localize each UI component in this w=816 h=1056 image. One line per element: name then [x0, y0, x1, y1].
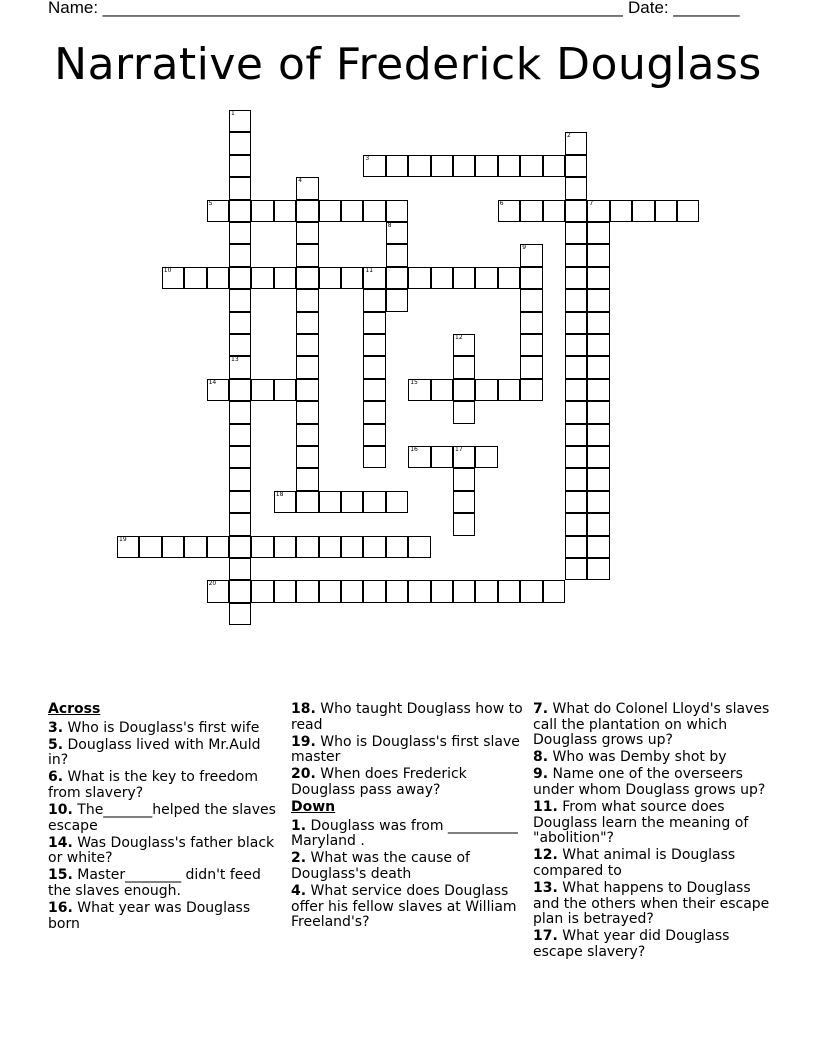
grid-cell[interactable] [319, 491, 341, 513]
grid-cell[interactable] [251, 267, 273, 289]
down-clue-7: 7. What do Colonel Lloyd's slaves call the plantation on which Douglass grows up? [533, 701, 770, 749]
grid-cell[interactable] [587, 513, 609, 535]
grid-cell[interactable] [251, 200, 273, 222]
grid-cell[interactable] [408, 580, 430, 602]
grid-cell[interactable] [565, 558, 587, 580]
grid-cell[interactable] [498, 580, 520, 602]
grid-cell[interactable] [565, 356, 587, 378]
grid-cell[interactable] [251, 536, 273, 558]
grid-cell[interactable] [565, 177, 587, 199]
grid-cell[interactable] [184, 267, 206, 289]
across-heading: Across [48, 701, 101, 717]
grid-cell[interactable] [565, 267, 587, 289]
grid-cell[interactable] [296, 580, 318, 602]
across-clue-15: 15. Master________ didn't feed the slaves enough. [48, 867, 261, 900]
down-clue-12: 12. What animal is Douglass compared to [533, 847, 736, 879]
grid-cell[interactable] [341, 200, 363, 222]
grid-cell[interactable] [431, 155, 453, 177]
grid-cell[interactable] [363, 155, 385, 177]
grid-cell[interactable] [520, 379, 542, 401]
grid-cell[interactable] [229, 222, 251, 244]
grid-cell[interactable] [296, 312, 318, 334]
grid-cell[interactable] [184, 536, 206, 558]
down-heading: Down [291, 799, 336, 816]
grid-cell[interactable] [677, 200, 699, 222]
down-clue-4: 4. What service does Douglass offer his fellow slaves at William Freeland's? [291, 883, 517, 931]
clue-number: 4 [298, 177, 303, 185]
grid-cell[interactable] [296, 244, 318, 266]
down-clue-13: 13. What happens to Douglass and the others when their escape plan is betrayed? [533, 880, 770, 928]
grid-cell[interactable] [363, 379, 385, 401]
down-clue-9: 9. Name one of the overseers under whom Douglass grows up? [533, 766, 766, 798]
grid-cell[interactable] [386, 580, 408, 602]
grid-cell[interactable] [520, 200, 542, 222]
grid-cell[interactable] [229, 424, 251, 446]
grid-cell[interactable] [632, 200, 654, 222]
across-clue-5: 5. Douglass lived with Mr.Auld in? [48, 736, 261, 769]
grid-cell[interactable] [229, 536, 251, 558]
clue-number: 10 [163, 266, 172, 274]
grid-cell[interactable] [229, 580, 251, 602]
grid-cell[interactable] [207, 200, 229, 222]
grid-cell[interactable] [274, 536, 296, 558]
grid-cell[interactable] [565, 200, 587, 222]
grid-cell[interactable] [363, 334, 385, 356]
clues-column-3 [533, 702, 773, 962]
grid-cell[interactable] [363, 446, 385, 468]
clue-number: 1 [231, 110, 235, 117]
clue-number: 3 [365, 154, 370, 162]
grid-cell[interactable] [229, 558, 251, 580]
grid-cell[interactable] [229, 334, 251, 356]
grid-cell[interactable] [363, 289, 385, 311]
grid-cell[interactable] [274, 491, 296, 513]
grid-cell[interactable] [229, 132, 251, 154]
grid-cell[interactable] [520, 312, 542, 334]
grid-cell[interactable] [229, 603, 251, 625]
grid-cell[interactable] [296, 177, 318, 199]
grid-cell[interactable] [453, 356, 475, 378]
grid-cell[interactable] [296, 267, 318, 289]
grid-cell[interactable] [520, 580, 542, 602]
grid-cell[interactable] [251, 379, 273, 401]
down-clue-8: 8. Who was Demby shot by [533, 749, 727, 766]
grid-cell[interactable] [363, 424, 385, 446]
grid-cell[interactable] [498, 200, 520, 222]
grid-cell[interactable] [386, 155, 408, 177]
grid-cell[interactable] [363, 267, 385, 289]
grid-cell[interactable] [229, 110, 251, 132]
grid-cell[interactable] [296, 200, 318, 222]
grid-cell[interactable] [363, 200, 385, 222]
grid-cell[interactable] [431, 446, 453, 468]
clue-number: 12 [455, 334, 463, 341]
clue-number: 13 [231, 356, 239, 364]
grid-cell[interactable] [162, 267, 184, 289]
grid-cell[interactable] [453, 379, 475, 401]
grid-cell[interactable] [229, 267, 251, 289]
grid-cell[interactable] [408, 536, 430, 558]
grid-cell[interactable] [453, 446, 475, 468]
grid-cell[interactable] [363, 356, 385, 378]
grid-cell[interactable] [587, 558, 609, 580]
clue-number: 18 [275, 490, 284, 498]
grid-cell[interactable] [229, 513, 251, 535]
clues-column-2 [291, 702, 527, 932]
grid-cell[interactable] [229, 289, 251, 311]
grid-cell[interactable] [498, 155, 520, 177]
grid-cell[interactable] [565, 446, 587, 468]
grid-cell[interactable] [296, 468, 318, 490]
grid-cell[interactable] [565, 312, 587, 334]
clue-number: 5 [208, 199, 213, 207]
grid-cell[interactable] [296, 222, 318, 244]
grid-cell[interactable] [565, 424, 587, 446]
grid-cell[interactable] [207, 580, 229, 602]
grid-cell[interactable] [139, 536, 161, 558]
grid-cell[interactable] [386, 289, 408, 311]
across-clue-16: 16. What year was Douglass born [48, 900, 251, 932]
grid-cell[interactable] [655, 200, 677, 222]
grid-cell[interactable] [319, 536, 341, 558]
grid-cell[interactable] [565, 334, 587, 356]
grid-cell[interactable] [520, 334, 542, 356]
grid-cell[interactable] [363, 491, 385, 513]
grid-cell[interactable] [207, 379, 229, 401]
grid-cell[interactable] [520, 356, 542, 378]
grid-cell[interactable] [274, 580, 296, 602]
grid-cell[interactable] [453, 155, 475, 177]
grid-cell[interactable] [565, 468, 587, 490]
grid-cell[interactable] [475, 580, 497, 602]
grid-cell[interactable] [565, 491, 587, 513]
grid-cell[interactable] [587, 446, 609, 468]
grid-cell[interactable] [229, 446, 251, 468]
grid-cell[interactable] [341, 580, 363, 602]
grid-cell[interactable] [229, 312, 251, 334]
grid-cell[interactable] [587, 536, 609, 558]
grid-cell[interactable] [296, 334, 318, 356]
grid-cell[interactable] [453, 267, 475, 289]
grid-cell[interactable] [431, 379, 453, 401]
grid-cell[interactable] [587, 312, 609, 334]
grid-cell[interactable] [296, 491, 318, 513]
grid-cell[interactable] [229, 468, 251, 490]
grid-cell[interactable] [229, 401, 251, 423]
grid-cell[interactable] [565, 155, 587, 177]
grid-cell[interactable] [341, 491, 363, 513]
grid-cell[interactable] [520, 155, 542, 177]
grid-cell[interactable] [610, 200, 632, 222]
grid-cell[interactable] [274, 379, 296, 401]
grid-cell[interactable] [408, 446, 430, 468]
grid-cell[interactable] [229, 379, 251, 401]
across-clue-18: 18. Who taught Douglass how to read [291, 701, 523, 733]
grid-cell[interactable] [408, 155, 430, 177]
grid-cell[interactable] [319, 580, 341, 602]
grid-cell[interactable] [475, 267, 497, 289]
grid-cell[interactable] [565, 222, 587, 244]
grid-cell[interactable] [207, 267, 229, 289]
grid-cell[interactable] [453, 401, 475, 423]
clue-number: 11 [365, 266, 374, 274]
clue-number: 16 [410, 446, 418, 453]
grid-cell[interactable] [363, 536, 385, 558]
clue-number: 20 [208, 580, 217, 588]
grid-cell[interactable] [319, 267, 341, 289]
grid-cell[interactable] [229, 155, 251, 177]
grid-cell[interactable] [386, 244, 408, 266]
across-clue-14: 14. Was Douglass's father black or white? [48, 834, 275, 867]
clue-number: 9 [522, 244, 527, 252]
grid-cell[interactable] [431, 580, 453, 602]
grid-cell[interactable] [587, 491, 609, 513]
grid-cell[interactable] [408, 267, 430, 289]
down-clue-2: 2. What was the cause of Douglass's death [291, 850, 470, 882]
grid-cell[interactable] [565, 244, 587, 266]
grid-cell[interactable] [475, 446, 497, 468]
grid-cell[interactable] [587, 222, 609, 244]
across-clue-19: 19. Who is Douglass's first slave master [291, 733, 520, 766]
across-clue-6: 6. What is the key to freedom from slavery? [48, 769, 258, 801]
grid-cell[interactable] [453, 468, 475, 490]
down-clue-1: 1. Douglass was from __________ Maryland . [291, 817, 518, 850]
grid-cell[interactable] [386, 222, 408, 244]
grid-cell[interactable] [587, 424, 609, 446]
across-clue-10: 10. The_______helped the slaves escape [48, 802, 276, 834]
grid-cell[interactable] [543, 200, 565, 222]
grid-cell[interactable] [453, 491, 475, 513]
grid-cell[interactable] [520, 244, 542, 266]
grid-cell[interactable] [296, 536, 318, 558]
grid-cell[interactable] [229, 177, 251, 199]
grid-cell[interactable] [296, 356, 318, 378]
clue-number: 19 [119, 535, 127, 543]
clue-number: 17 [455, 446, 463, 453]
clue-number: 7 [589, 199, 594, 207]
grid-cell[interactable] [229, 491, 251, 513]
grid-cell[interactable] [498, 379, 520, 401]
grid-cell[interactable] [207, 536, 229, 558]
clue-number: 14 [208, 378, 217, 386]
grid-cell[interactable] [587, 379, 609, 401]
grid-cell[interactable] [341, 536, 363, 558]
grid-cell[interactable] [565, 536, 587, 558]
page-title: Narrative of Frederick Douglass [54, 39, 762, 90]
grid-cell[interactable] [296, 446, 318, 468]
down-clue-17: 17. What year did Douglass escape slavery? [533, 928, 730, 960]
down-clue-11: 11. From what source does Douglass learn the meaning of "abolition"? [533, 799, 749, 847]
grid-cell[interactable] [520, 289, 542, 311]
clue-number: 15 [410, 378, 418, 386]
across-clue-3: 3. Who is Douglass's first wife [48, 719, 260, 736]
clue-number: 8 [387, 222, 392, 229]
grid-cell[interactable] [386, 267, 408, 289]
grid-cell[interactable] [587, 267, 609, 289]
grid-cell[interactable] [296, 289, 318, 311]
grid-cell[interactable] [587, 334, 609, 356]
grid-cell[interactable] [475, 379, 497, 401]
date-field: Date: _______ [628, 0, 740, 17]
grid-cell[interactable] [520, 267, 542, 289]
grid-cell[interactable] [431, 267, 453, 289]
clue-number: 6 [499, 199, 504, 207]
grid-cell[interactable] [453, 513, 475, 535]
grid-cell[interactable] [453, 580, 475, 602]
grid-cell[interactable] [363, 401, 385, 423]
grid-cell[interactable] [229, 356, 251, 378]
grid-cell[interactable] [363, 312, 385, 334]
grid-cell[interactable] [229, 244, 251, 266]
grid-cell[interactable] [565, 513, 587, 535]
grid-cell[interactable] [386, 491, 408, 513]
grid-cell[interactable] [543, 155, 565, 177]
grid-cell[interactable] [296, 424, 318, 446]
grid-cell[interactable] [162, 536, 184, 558]
across-clue-20: 20. When does Frederick Douglass pass away? [291, 766, 467, 798]
name-field: Name: _______________________________________________________ [48, 0, 623, 17]
grid-cell[interactable] [296, 401, 318, 423]
grid-cell[interactable] [587, 200, 609, 222]
grid-cell[interactable] [587, 468, 609, 490]
grid-cell[interactable] [565, 379, 587, 401]
grid-cell[interactable] [587, 401, 609, 423]
clues-column-1 [48, 702, 280, 934]
grid-cell[interactable] [587, 244, 609, 266]
grid-cell[interactable] [117, 536, 139, 558]
grid-cell[interactable] [319, 200, 341, 222]
grid-cell[interactable] [565, 401, 587, 423]
grid-cell[interactable] [363, 580, 385, 602]
grid-cell[interactable] [341, 267, 363, 289]
grid-cell[interactable] [251, 580, 273, 602]
grid-cell[interactable] [587, 289, 609, 311]
grid-cell[interactable] [565, 289, 587, 311]
grid-cell[interactable] [274, 200, 296, 222]
grid-cell[interactable] [453, 334, 475, 356]
clue-number: 2 [567, 132, 571, 140]
grid-cell[interactable] [274, 267, 296, 289]
grid-cell[interactable] [565, 132, 587, 154]
grid-cell[interactable] [475, 155, 497, 177]
grid-cell[interactable] [386, 536, 408, 558]
grid-cell[interactable] [543, 580, 565, 602]
grid-cell[interactable] [296, 379, 318, 401]
grid-cell[interactable] [498, 267, 520, 289]
grid-cell[interactable] [229, 200, 251, 222]
grid-cell[interactable] [408, 379, 430, 401]
grid-cell[interactable] [587, 356, 609, 378]
grid-cell[interactable] [386, 200, 408, 222]
